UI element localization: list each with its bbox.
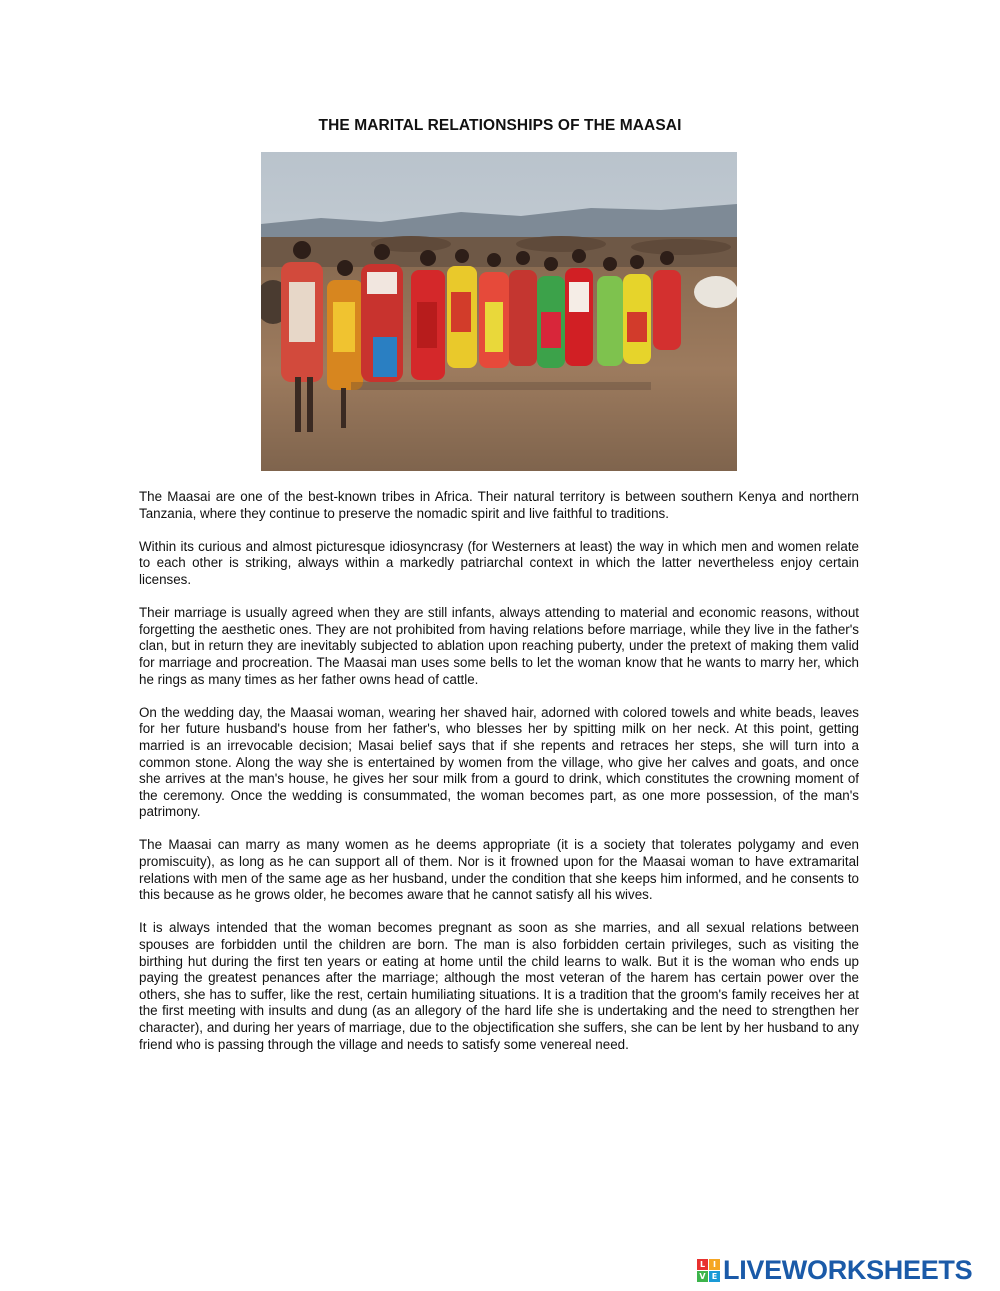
article-body: [139, 489, 859, 1070]
logo-block: I: [709, 1259, 720, 1270]
paragraph: On the wedding day, the Maasai woman, wearing her shaved hair, adorned with colored towels and white beads, leaves for her future husband's house from her father's, who blesses her by spitting milk on her neck. At this point, getting married is an irrevocable decision; Masai belief says that if she repents and retraces her steps, she will turn into a common stone. Along the way she is entertained by women from the village, who give her calves and goats, and once she arrives at the man's house, he gives her sour milk from a gourd to drink, which constitutes the crowning moment of the ceremony. Once the wedding is consummated, the woman becomes part, as one more possession, of the man's patrimony.: [139, 704, 859, 820]
liveworksheets-logo[interactable]: [697, 1255, 972, 1285]
logo-block: L: [697, 1259, 708, 1270]
logo-block: V: [697, 1271, 708, 1282]
paragraph: It is always intended that the woman becomes pregnant as soon as she marries, and all sexual relations between spouses are forbidden until the children are born. The man is also forbidden certain privileges, such as visiting the birthing hut during the first ten years or eating at home until the child learns to walk. But it is the woman who ends up paying the greatest penances after the marriage; although the most veteran of the harem has certain power over the others, she has to suffer, like the rest, certain humiliating situations. It is a tradition that the groom's family receives her at the first meeting with insults and dung (as an allegory of the hard life she is undertaking and the need to strengthen her character), and during her years of marriage, due to the objectification she suffers, she can be lent by her husband to any friend who is passing through the village and needs to satisfy some venereal need.: [139, 920, 859, 1052]
logo-blocks-icon: [697, 1259, 720, 1282]
paragraph: Within its curious and almost picturesque idiosyncrasy (for Westerners at least) the way in which men and women relate to each other is striking, always within a markedly patriarchal context in which the latter nevertheless enjoy certain licenses.: [139, 538, 859, 587]
maasai-photo: [261, 152, 737, 471]
logo-text: LIVEWORKSHEETS: [723, 1254, 973, 1285]
page-title: THE MARITAL RELATIONSHIPS OF THE MAASAI: [318, 117, 682, 134]
photo-illustration: [261, 152, 737, 471]
logo-block: E: [709, 1271, 720, 1282]
paragraph: Their marriage is usually agreed when they are still infants, always attending to material and economic reasons, without forgetting the aesthetic ones. They are not prohibited from having relations before marriage, while they live in the father's clan, but in return they are inevitably subjected to ablation upon reaching puberty, under the pretext of making them valid for marriage and procreation. The Maasai man uses some bells to let the woman know that he wants to marry her, which he rings as many times as her father owns head of cattle.: [139, 605, 859, 687]
paragraph: The Maasai can marry as many women as he deems appropriate (it is a society that tolerates polygamy and even promiscuity), as long as he can support all of them. Nor is it frowned upon for the Maasai woman to have extramarital relations with men of the same age as her husband, under the condition that she keeps him informed, and he consents to this because as he grows older, he becomes aware that he cannot satisfy all his wives.: [139, 837, 859, 903]
paragraph: The Maasai are one of the best-known tribes in Africa. Their natural territory is between southern Kenya and northern Tanzania, where they continue to preserve the nomadic spirit and live faithful to traditions.: [139, 489, 859, 521]
